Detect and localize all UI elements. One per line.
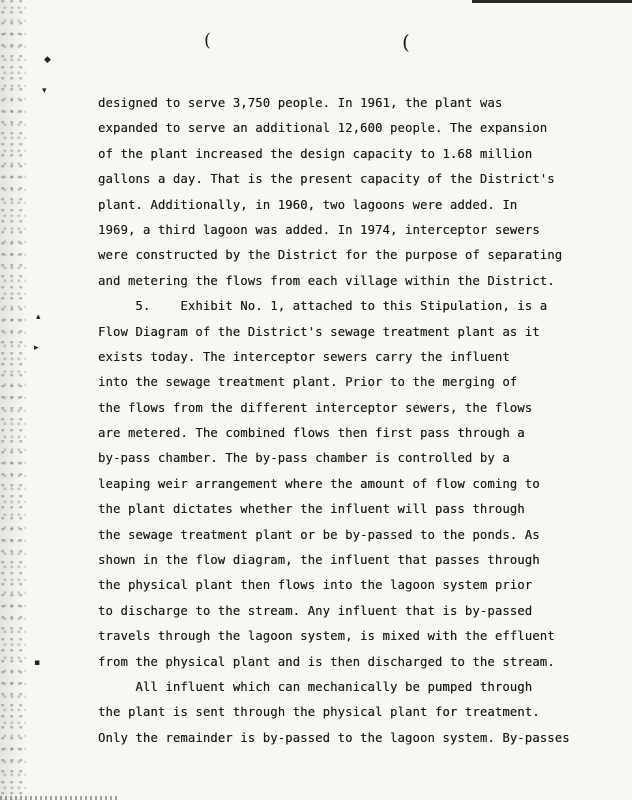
text-line: leaping weir arrangement where the amount of flow coming to [98,476,540,491]
speck-mark: ▾ [42,86,47,96]
text-line: gallons a day. That is the present capacity of the District's [98,172,555,187]
scan-edge-left [0,0,26,800]
text-line: 1969, a third lagoon was added. In 1974, interceptor sewers [98,222,540,237]
text-line: were constructed by the District for the purpose of separating [98,248,563,263]
text-line: from the physical plant and is then discharged to the stream. [98,654,555,669]
text-line: All influent which can mechanically be pumped through [98,679,533,694]
text-line: and metering the flows from each village within the District. [98,273,555,288]
text-line: 5. Exhibit No. 1, attached to this Stipulation, is a [98,299,548,314]
text-line: the sewage treatment plant or be by-passed to the ponds. As [98,527,540,542]
header-mark-left: ( [204,30,212,51]
text-line: of the plant increased the design capacity to 1.68 million [98,146,533,161]
text-line: travels through the lagoon system, is mixed with the effluent [98,629,555,644]
text-line: into the sewage treatment plant. Prior to the merging of [98,375,518,390]
text-line: expanded to serve an additional 12,600 people. The expansion [98,121,548,136]
text-line: are metered. The combined flows then first pass through a [98,426,525,441]
text-line: to discharge to the stream. Any influent that is by-passed [98,603,533,618]
speck-mark: ▸ [34,343,39,353]
body-text [98,91,568,751]
header-mark-right: ( [402,30,410,54]
text-line: exists today. The interceptor sewers carry the influent [98,349,510,364]
text-line: shown in the flow diagram, the influent that passes through [98,553,540,568]
speck-mark: ▪ [34,658,41,668]
text-line: the flows from the different interceptor sewers, the flows [98,400,533,415]
speck-mark: ◆ [44,55,51,65]
text-line: Flow Diagram of the District's sewage treatment plant as it [98,324,540,339]
text-line: the plant dictates whether the influent will pass through [98,502,525,517]
text-line: the plant is sent through the physical plant for treatment. [98,705,540,720]
text-line: Only the remainder is by-passed to the lagoon system. By-passes [98,730,570,745]
speck-mark: ▴ [36,312,41,322]
text-line: designed to serve 3,750 people. In 1961, the plant was [98,96,503,110]
scan-edge-top [472,0,632,3]
text-line: plant. Additionally, in 1960, two lagoons were added. In [98,197,518,212]
text-line: by-pass chamber. The by-pass chamber is controlled by a [98,451,510,466]
scan-edge-bottom [0,796,120,800]
text-line: the physical plant then flows into the lagoon system prior [98,578,533,593]
